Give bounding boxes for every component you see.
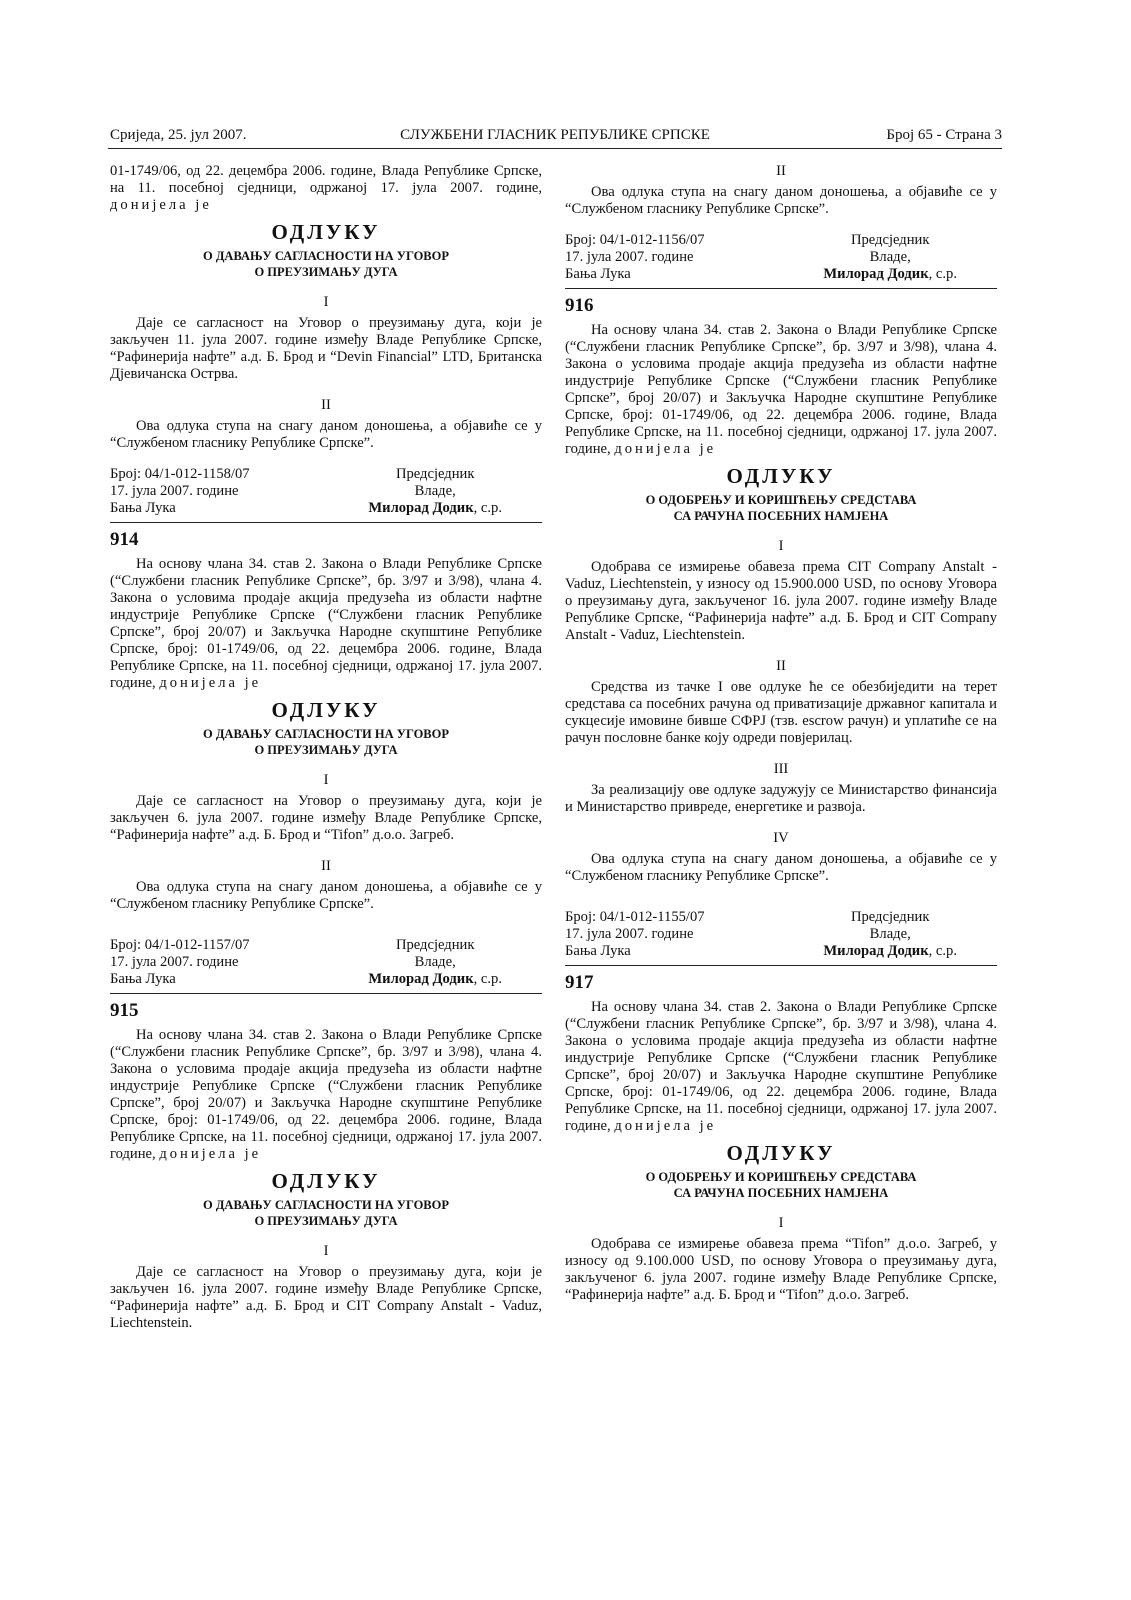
article-number: I — [778, 1215, 784, 1231]
signatory-name: Милорад Додик, с.р. — [823, 266, 957, 282]
reference-number: Број: 04/1-012-1158/07 — [110, 466, 250, 482]
article-text: Даје се сагласност на Уговор о преузимању дуга, који је закључен 11. јула 2007. године између Владе Републике Српске, “Рафинерија нафте” а.д. Б. Брод и “Devin Financial” LTD, Британска Дјевичанска Острва. — [110, 315, 542, 382]
article-number: I — [778, 538, 784, 554]
article-text: Ова одлука ступа на снагу даном доношења, а објавиће се у “Службеном гласнику Републике Српске”. — [110, 418, 542, 451]
article-number: III — [773, 761, 789, 777]
decision-city: Бања Лука — [565, 943, 631, 959]
article-number: IV — [773, 830, 789, 846]
signatory-name: Милорад Додик, с.р. — [368, 500, 502, 516]
signatory-name: Милорад Додик, с.р. — [368, 971, 502, 987]
decision-subtitle-2: СА РАЧУНА ПОСЕБНИХ НАМЈЕНА — [673, 509, 889, 523]
article-number: II — [776, 658, 786, 674]
act-number: 917 — [565, 972, 594, 993]
signatory-name: Милорад Додик, с.р. — [823, 943, 957, 959]
decision-date: 17. јула 2007. године — [110, 954, 239, 970]
preamble: На основу члана 34. став 2. Закона о Влади Републике Српске (“Службени гласник Републике Српске”, бр. 3/97 и 3/98), члана 4. Закона о условима продаје акција предузећа из области нафтне индустрије Републике Српске (“Службени гласник Републике Српске”, број 20/07) и Закључка Народне скупштине Републике Српске, број: 01-1749/06, од 22. децембра 2006. године, Влада Републике Српске, на 11. посебној сједници, одржаној 17. јула 2007. године, донијела је — [565, 322, 997, 457]
decision-subtitle-2: О ПРЕУЗИМАЊУ ДУГА — [254, 1214, 398, 1228]
signatory-role: Предсједник — [850, 909, 930, 925]
article-text: Ова одлука ступа на снагу даном доношења, а објавиће се у “Службеном гласнику Републике Српске”. — [110, 879, 542, 912]
section-divider — [110, 522, 542, 523]
decision-date: 17. јула 2007. године — [565, 926, 694, 942]
signatory-role: Предсједник — [395, 466, 475, 482]
decision-subtitle-2: О ПРЕУЗИМАЊУ ДУГА — [254, 743, 398, 757]
header-page-number: Број 65 - Страна 3 — [886, 127, 1002, 143]
preamble: На основу члана 34. став 2. Закона о Влади Републике Српске (“Службени гласник Републике Српске”, бр. 3/97 и 3/98), члана 4. Закона о условима продаје акција предузећа из области нафтне индустрије Републике Српске (“Службени гласник Републике Српске”, број 20/07) и Закључка Народне скупштине Републике Српске, број: 01-1749/06, од 22. децембра 2006. године, Влада Републике Српске, на 11. посебној сједници, одржаној 17. јула 2007. године, донијела је — [565, 999, 997, 1134]
article-number: I — [323, 294, 329, 310]
signatory-role: Предсједник — [850, 232, 930, 248]
article-text: Даје се сагласност на Уговор о преузимању дуга, који је закључен 16. јула 2007. године између Владе Републике Српске, “Рафинерија нафте” а.д. Б. Брод и CIT Company Anstalt - Vaduz, Liechtenstein. — [110, 1264, 542, 1331]
decision-subtitle-1: О ОДОБРЕЊУ И КОРИШЋЕЊУ СРЕДСТАВА — [645, 493, 917, 507]
article-number: II — [321, 397, 331, 413]
decision-title: ОДЛУКУ — [271, 220, 381, 244]
article-text: Средства из тачке I ове одлуке ће се обезбиједити на терет средстава са посебних рачуна од приватизације државног капитала и сукцесије имовине бивше СФРЈ (тзв. escrow рачун) и уплатиће се на рачун пословне банке коју одреди повјерилац. — [565, 679, 997, 746]
reference-number: Број: 04/1-012-1155/07 — [565, 909, 705, 925]
signature-block — [110, 937, 542, 989]
preamble: На основу члана 34. став 2. Закона о Влади Републике Српске (“Службени гласник Републике Српске”, бр. 3/97 и 3/98), члана 4. Закона о условима продаје акција предузећа из области нафтне индустрије Републике Српске (“Службени гласник Републике Српске”, број 20/07) и Закључка Народне скупштине Републике Српске, број: 01-1749/06, од 22. децембра 2006. године, Влада Републике Српске, на 11. посебној сједници, одржаној 17. јула 2007. године, донијела је — [110, 556, 542, 691]
act-number: 914 — [110, 529, 139, 550]
signatory-role-2: Владе, — [869, 249, 911, 265]
header-journal-title: СЛУЖБЕНИ ГЛАСНИК РЕПУБЛИКЕ СРПСКЕ — [400, 127, 710, 143]
signatory-role-2: Владе, — [414, 483, 456, 499]
decision-subtitle-1: О ДАВАЊУ САГЛАСНОСТИ НА УГОВОР — [202, 727, 450, 741]
preamble-continued: 01-1749/06, од 22. децембра 2006. године, Влада Републике Српске, на 11. посебној сједници, одржаној 17. јула 2007. године, донијела је — [110, 163, 543, 213]
act-number: 916 — [565, 295, 594, 316]
reference-number: Број: 04/1-012-1156/07 — [565, 232, 705, 248]
decision-title: ОДЛУКУ — [271, 698, 381, 722]
signature-block — [110, 466, 542, 518]
signatory-role-2: Владе, — [414, 954, 456, 970]
decision-subtitle-1: О ОДОБРЕЊУ И КОРИШЋЕЊУ СРЕДСТАВА — [645, 1170, 917, 1184]
reference-number: Број: 04/1-012-1157/07 — [110, 937, 250, 953]
article-text: Одобрава се измирење обавеза према “Tifon” д.о.о. Загреб, у износу од 9.100.000 USD, по основу Уговора о преузимању дуга, закљученог 6. јула 2007. године између Владе Републике Српске, “Рафинерија нафте” а.д. Б. Брод и “Tifon” д.о.о. Загреб. — [565, 1236, 997, 1303]
left-column — [110, 163, 542, 1332]
preamble: На основу члана 34. став 2. Закона о Влади Републике Српске (“Службени гласник Републике Српске”, бр. 3/97 и 3/98), члана 4. Закона о условима продаје акција предузећа из области нафтне индустрије Републике Српске (“Службени гласник Републике Српске”, број 20/07) и Закључка Народне скупштине Републике Српске, број: 01-1749/06, од 22. децембра 2006. године, Влада Републике Српске, на 11. посебној сједници, одржаној 17. јула 2007. године, донијела је — [110, 1027, 542, 1162]
decision-city: Бања Лука — [110, 500, 176, 516]
section-divider — [110, 993, 542, 994]
gazette-page — [108, 0, 1002, 1600]
decision-subtitle-1: О ДАВАЊУ САГЛАСНОСТИ НА УГОВОР — [202, 1198, 450, 1212]
right-column — [565, 163, 997, 1304]
section-divider — [565, 965, 997, 966]
decision-title: ОДЛУКУ — [271, 1169, 381, 1193]
decision-subtitle-1: О ДАВАЊУ САГЛАСНОСТИ НА УГОВОР — [202, 249, 450, 263]
article-number: I — [323, 772, 329, 788]
article-text: Одобрава се измирење обавеза према CIT Company Anstalt - Vaduz, Liechtenstein, у износу од 15.900.000 USD, по основу Уговора о преузимању дуга, закљученог 16. јула 2007. године између Владе Републике Српске, “Рафинерија нафте” а.д. Б. Брод и CIT Company Anstalt - Vaduz, Liechtenstein. — [565, 559, 997, 643]
header-date: Сриједа, 25. јул 2007. — [110, 127, 247, 143]
decision-city: Бања Лука — [565, 266, 631, 282]
decision-city: Бања Лука — [110, 971, 176, 987]
article-number: I — [323, 1243, 329, 1259]
section-divider — [565, 288, 997, 289]
signatory-role-2: Владе, — [869, 926, 911, 942]
signature-block — [565, 232, 997, 284]
signature-block — [565, 909, 997, 961]
article-number: II — [776, 163, 786, 179]
act-number: 915 — [110, 1000, 139, 1021]
article-text: Ова одлука ступа на снагу даном доношења, а објавиће се у “Службеном гласнику Републике Српске”. — [565, 851, 997, 884]
page-header — [108, 126, 1002, 149]
article-text: Ова одлука ступа на снагу даном доношења, а објавиће се у “Службеном гласнику Републике Српске”. — [565, 184, 997, 217]
signatory-role: Предсједник — [395, 937, 475, 953]
decision-date: 17. јула 2007. године — [565, 249, 694, 265]
decision-subtitle-2: СА РАЧУНА ПОСЕБНИХ НАМЈЕНА — [673, 1186, 889, 1200]
decision-title: ОДЛУКУ — [726, 1141, 836, 1165]
decision-subtitle-2: О ПРЕУЗИМАЊУ ДУГА — [254, 265, 398, 279]
article-text: Даје се сагласност на Уговор о преузимању дуга, који је закључен 6. јула 2007. године између Владе Републике Српске, “Рафинерија нафте” а.д. Б. Брод и “Tifon” д.о.о. Загреб. — [110, 793, 542, 843]
decision-date: 17. јула 2007. године — [110, 483, 239, 499]
decision-title: ОДЛУКУ — [726, 464, 836, 488]
article-number: II — [321, 858, 331, 874]
article-text: За реализацију ове одлуке задужују се Министарство финансија и Министарство привреде, енергетике и развоја. — [565, 782, 997, 815]
